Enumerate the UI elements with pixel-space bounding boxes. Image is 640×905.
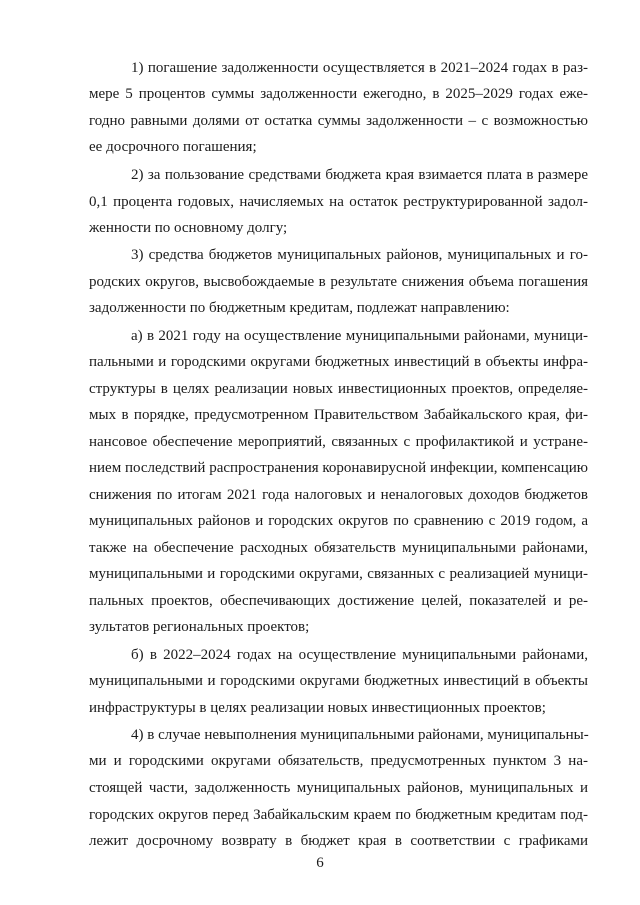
paragraph-line: ее досрочного погашения; <box>89 139 257 155</box>
paragraph-line: мых в порядке, предусмотренном Правительством Забайкальского края, фи- <box>89 407 588 423</box>
paragraph-line: мере 5 процентов суммы задолженности ежегодно, в 2025–2029 годах еже- <box>89 86 588 102</box>
paragraph-line: а) в 2021 году на осуществление муниципальными районами, муници- <box>131 328 588 344</box>
paragraph-line: нием последствий распространения коронавирусной инфекции, компенсацию <box>89 460 588 476</box>
paragraph-line: родских округов, высвобождаемые в результате снижения объема погашения <box>89 274 588 290</box>
paragraph-line: городских округов перед Забайкальским краем по бюджетным кредитам под- <box>89 807 588 823</box>
paragraph-line: годно равными долями от остатка суммы задолженности – с возможностью <box>89 113 588 129</box>
paragraph-line: нансовое обеспечение мероприятий, связанных с профилактикой и устране- <box>89 434 588 450</box>
paragraph-line: муниципальными и городскими округами бюджетных инвестиций в объекты <box>89 673 588 689</box>
paragraph-line: женности по основному долгу; <box>89 220 288 236</box>
paragraph-line: снижения по итогам 2021 года налоговых и неналоговых доходов бюджетов <box>89 487 588 503</box>
paragraph-line: муниципальными и городскими округами, связанных с реализацией муници- <box>89 566 588 582</box>
paragraph-line: пальными и городскими округами бюджетных инвестиций в объекты инфра- <box>89 354 588 370</box>
paragraph-line: пальных проектов, обеспечивающих достижение целей, показателей и ре- <box>89 593 588 609</box>
page-number: 6 <box>316 855 324 871</box>
paragraph-line: б) в 2022–2024 годах на осуществление муниципальными районами, <box>131 647 588 663</box>
paragraph-line: 3) средства бюджетов муниципальных районов, муниципальных и го- <box>131 247 588 263</box>
paragraph-line: задолженности по бюджетным кредитам, подлежат направлению: <box>89 300 510 316</box>
paragraph-line: муниципальных районов и городских округов по сравнению с 2019 годом, а <box>89 513 588 529</box>
paragraph-line: 2) за пользование средствами бюджета края взимается плата в размере <box>131 167 588 183</box>
paragraph-line: 4) в случае невыполнения муниципальными районами, муниципальны- <box>131 727 589 743</box>
paragraph-line: стоящей части, задолженность муниципальных районов, муниципальных и <box>89 780 588 796</box>
paragraph-line: зультатов региональных проектов; <box>89 619 310 635</box>
paragraph-line: 1) погашение задолженности осуществляется в 2021–2024 годах в раз- <box>131 60 588 76</box>
paragraph-line: лежит досрочному возврату в бюджет края в соответствии с графиками <box>89 833 588 849</box>
paragraph-line: структуры в целях реализации новых инвестиционных проектов, определяе- <box>89 381 588 397</box>
paragraph-line: также на обеспечение расходных обязательств муниципальными районами, <box>89 540 588 556</box>
paragraph-line: 0,1 процента годовых, начисляемых на остаток реструктурированной задол- <box>89 194 588 210</box>
paragraph-line: ми и городскими округами обязательств, предусмотренных пунктом 3 на- <box>89 753 588 769</box>
paragraph-line: инфраструктуры в целях реализации новых инвестиционных проектов; <box>89 700 546 716</box>
